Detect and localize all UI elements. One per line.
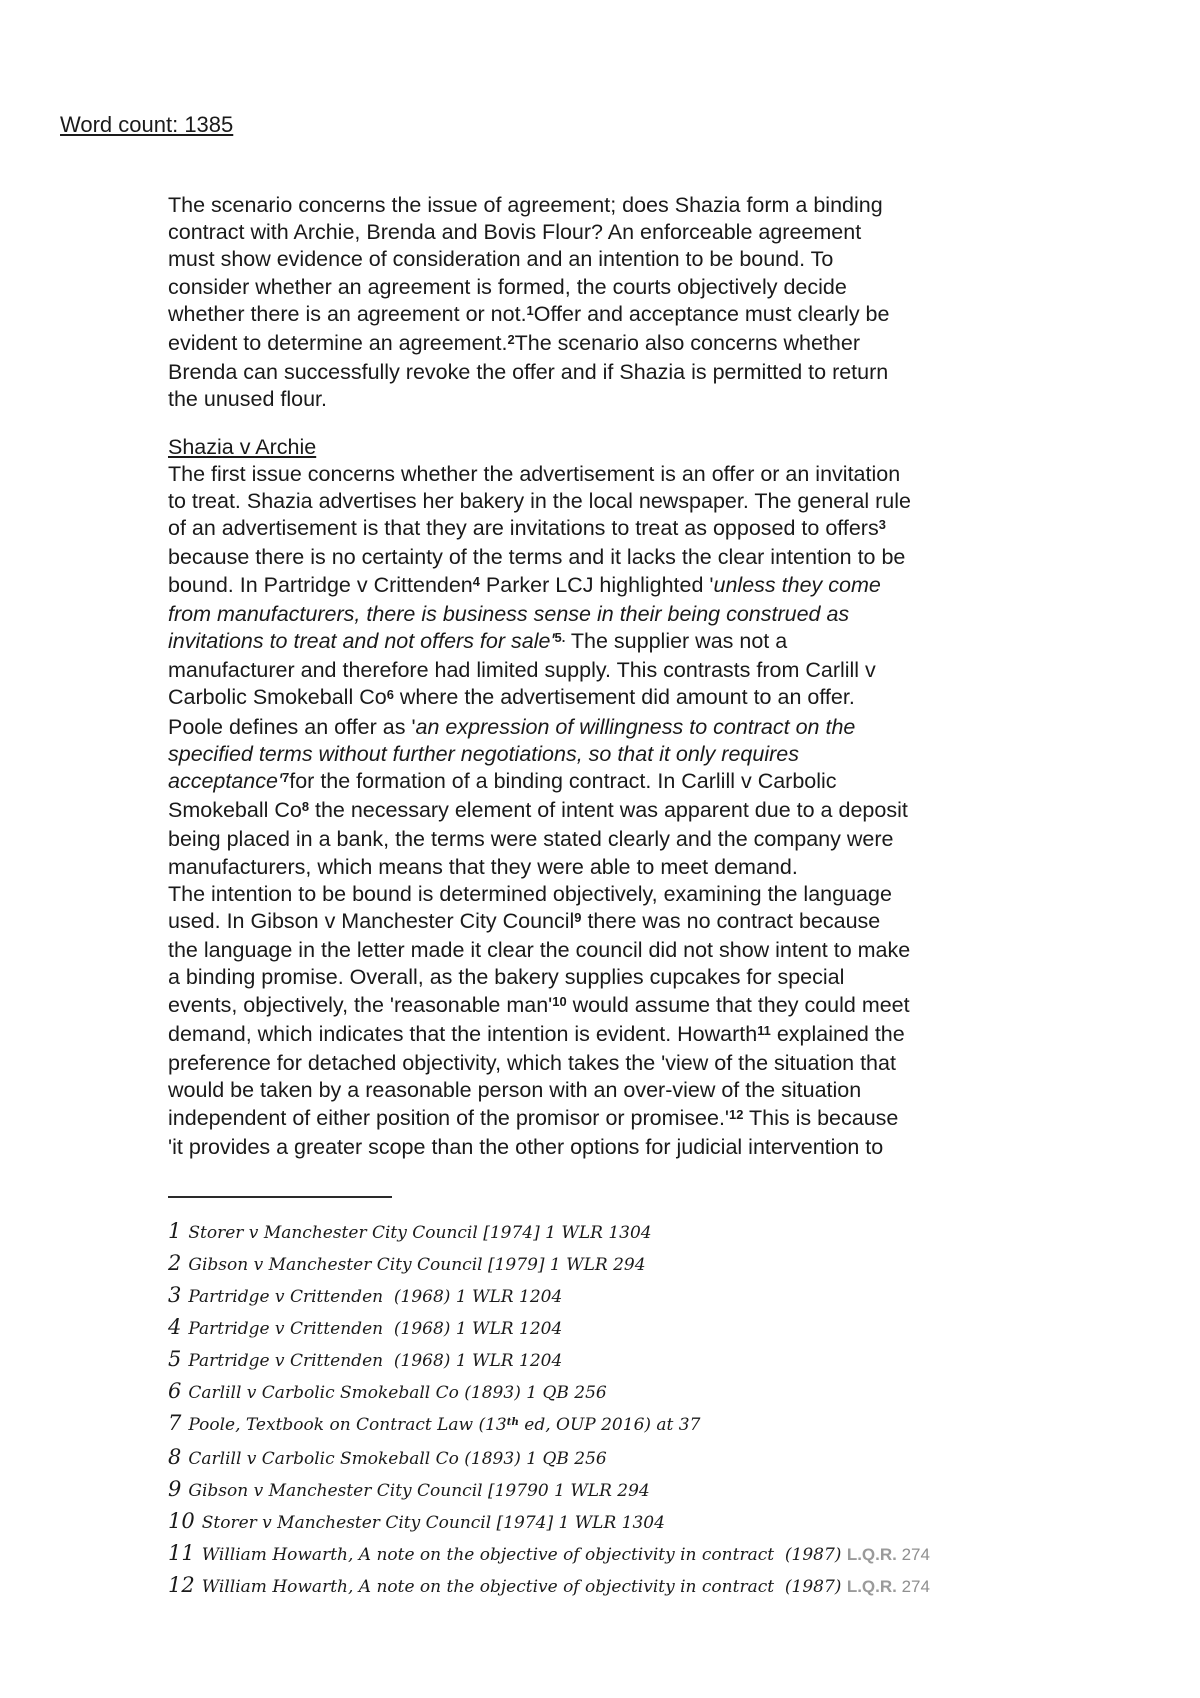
footnote-reference: 6	[386, 686, 394, 702]
footnote-reference: 1	[526, 303, 534, 319]
body-text: 'it provides a greater scope than the other options for judicial intervention to	[168, 1134, 884, 1159]
body-text: consider whether an agreement is formed, the courts objectively decide	[168, 274, 847, 299]
body-text: This is because	[743, 1105, 899, 1130]
italic-text: William Howarth, A note on the objective of objectivity in contract (1987)	[201, 1577, 847, 1597]
body-text: to treat. Shazia advertises her bakery in the local newspaper. The general rule	[168, 489, 911, 514]
text-line	[168, 274, 968, 301]
italic-text: ed, OUP 2016) at 37	[518, 1415, 701, 1435]
body-text: manufacturers, which means that they were able to meet demand.	[168, 854, 798, 879]
italic-text: William Howarth, A note on the objective of objectivity in contract (1987)	[201, 1545, 847, 1565]
text-line	[168, 964, 968, 991]
footnote-number: 4	[168, 1315, 182, 1339]
text-line	[168, 192, 968, 219]
footnote-number: 8	[168, 1445, 182, 1469]
footnote-reference: 7	[282, 770, 290, 786]
body-text: of an advertisement is that they are invitations to treat as opposed to offers	[168, 516, 879, 541]
text-line	[168, 515, 968, 544]
paragraph-main	[168, 461, 968, 1161]
footnote-item	[168, 1312, 1028, 1344]
text-line	[168, 684, 968, 713]
body-text: contract with Archie, Brenda and Bovis Flour? An enforceable agreement	[168, 220, 862, 245]
body-text: being placed in a bank, the terms were stated clearly and the company were	[168, 827, 894, 852]
text-line	[168, 741, 968, 768]
italic-text: Poole, Textbook on Contract Law (13	[188, 1415, 507, 1435]
italic-text: invitations to treat and not offers for sale'	[168, 629, 555, 654]
italic-text: from manufacturers, there is business sense in their being construed as	[168, 601, 850, 626]
text-line	[168, 1050, 968, 1077]
footnote-item	[168, 1216, 1028, 1248]
italic-text: Gibson v Manchester City Council [19790 1 WLR 294	[188, 1481, 650, 1501]
body-text: Offer and acceptance must clearly be	[533, 301, 890, 326]
section-heading: Shazia v Archie	[168, 434, 317, 459]
text-line	[168, 797, 968, 826]
text-line	[168, 1134, 968, 1161]
footnote-separator	[168, 1196, 392, 1198]
text-line	[168, 219, 968, 246]
body-text: Brenda can successfully revoke the offer and if Shazia is permitted to return	[168, 360, 889, 385]
italic-text: acceptance'	[168, 769, 283, 794]
essay-body	[168, 192, 968, 1161]
text-line	[168, 628, 968, 657]
body-text: manufacturer and therefore had limited supply. This contrasts from Carlill v	[168, 658, 876, 683]
body-text: Parker LCJ highlighted '	[479, 572, 714, 597]
body-text: Carbolic Smokeball Co	[168, 685, 387, 710]
body-text: evident to determine an agreement.	[168, 331, 508, 356]
body-text: there was no contract because	[581, 909, 881, 934]
footnote-item	[168, 1408, 1028, 1442]
word-count-label: Word count: 1385	[60, 112, 234, 137]
italic-text: Partridge v Crittenden (1968) 1 WLR 1204	[188, 1351, 563, 1371]
body-text: preference for detached objectivity, which takes the 'view of the situation that	[168, 1051, 896, 1076]
text-line	[168, 657, 968, 684]
footnote-item	[168, 1442, 1028, 1474]
body-text: bound. In Partridge v Crittenden	[168, 572, 473, 597]
body-text: The intention to be bound is determined objectively, examining the language	[168, 881, 892, 906]
footnote-number: 1	[168, 1219, 182, 1243]
body-text: The first issue concerns whether the advertisement is an offer or an invitation	[168, 461, 901, 486]
text-line	[168, 330, 968, 359]
body-text: because there is no certainty of the terms and it lacks the clear intention to be	[168, 545, 906, 570]
body-text: must show evidence of consideration and an intention to be bound. To	[168, 247, 834, 272]
footnote-number: 11	[168, 1541, 195, 1565]
body-text: independent of either position of the promisor or promisee.'	[168, 1105, 730, 1130]
footnote-reference: 8	[301, 799, 310, 815]
body-text: The scenario concerns the issue of agreement; does Shazia form a binding	[168, 193, 883, 217]
citation-suffix: L.Q.R.	[846, 1545, 897, 1564]
footnote-number: 10	[168, 1509, 195, 1533]
footnote-item	[168, 1248, 1028, 1280]
italic-text: Storer v Manchester City Council [1974] 1 WLR 1304	[201, 1513, 665, 1533]
footnote-reference: th	[506, 1416, 519, 1429]
footnote-reference: 4	[472, 573, 480, 589]
text-line	[168, 768, 968, 797]
body-text: would assume that they could meet	[566, 992, 910, 1017]
footnote-number: 6	[168, 1379, 182, 1403]
paragraph-intro	[168, 192, 968, 414]
footnote-item	[168, 1376, 1028, 1408]
text-line	[168, 301, 968, 330]
citation-suffix: 274	[896, 1545, 930, 1564]
text-line	[168, 1077, 968, 1104]
body-text: whether there is an agreement or not.	[168, 301, 527, 326]
italic-text: Partridge v Crittenden (1968) 1 WLR 1204	[188, 1287, 563, 1307]
body-text: the unused flour.	[168, 387, 327, 412]
text-line	[168, 601, 968, 628]
citation-suffix: L.Q.R.	[846, 1577, 897, 1596]
body-text: The supplier was not a	[565, 629, 788, 654]
italic-text: Partridge v Crittenden (1968) 1 WLR 1204	[188, 1319, 563, 1339]
text-line	[168, 937, 968, 964]
italic-text: unless they come	[713, 572, 881, 597]
footnote-item	[168, 1280, 1028, 1312]
italic-text: Carlill v Carbolic Smokeball Co (1893) 1 QB 256	[188, 1449, 607, 1469]
footnote-number: 12	[168, 1573, 195, 1597]
text-line	[168, 992, 968, 1021]
text-line	[168, 826, 968, 853]
footnote-number: 5	[168, 1347, 182, 1371]
footnote-reference: 12	[729, 1106, 744, 1122]
footnote-number: 9	[168, 1477, 182, 1501]
body-text: the necessary element of intent was apparent due to a deposit	[309, 798, 908, 823]
text-line	[168, 461, 968, 488]
body-text: Smokeball Co	[168, 798, 302, 823]
body-text: would be taken by a reasonable person with an over-view of the situation	[168, 1078, 862, 1103]
footnote-item	[168, 1570, 1028, 1602]
footnote-number: 7	[168, 1411, 182, 1435]
footnote-number: 2	[168, 1251, 182, 1275]
text-line	[168, 854, 968, 881]
body-text: The scenario also concerns whether	[514, 331, 860, 356]
text-line	[168, 908, 968, 937]
italic-text: Carlill v Carbolic Smokeball Co (1893) 1 QB 256	[188, 1383, 607, 1403]
body-text: where the advertisement did amount to an offer.	[393, 685, 855, 710]
text-line	[168, 714, 968, 741]
citation-suffix: 274	[896, 1577, 930, 1596]
italic-text: an expression of willingness to contract on the	[415, 714, 856, 739]
body-text: a binding promise. Overall, as the bakery supplies cupcakes for special	[168, 965, 845, 990]
footnote-reference: 2	[507, 332, 515, 348]
body-text: explained the	[770, 1021, 905, 1046]
text-line	[168, 246, 968, 273]
text-line	[168, 359, 968, 386]
body-text: demand, which indicates that the intention is evident. Howarth	[168, 1021, 758, 1046]
footnote-reference: 3	[878, 517, 886, 533]
footnote-item	[168, 1474, 1028, 1506]
footnote-number: 3	[168, 1283, 182, 1307]
body-text: events, objectively, the 'reasonable man'	[168, 992, 553, 1017]
italic-text: specified terms without further negotiations, so that it only requires	[168, 741, 799, 766]
text-line	[168, 1105, 968, 1134]
text-line	[168, 1021, 968, 1050]
footnote-item	[168, 1506, 1028, 1538]
text-line	[168, 386, 968, 413]
footnote-reference: 9	[574, 910, 582, 926]
text-line	[168, 544, 968, 571]
text-line	[168, 881, 968, 908]
italic-text: Gibson v Manchester City Council [1979] 1 WLR 294	[188, 1255, 646, 1275]
italic-text: Storer v Manchester City Council [1974] 1 WLR 1304	[188, 1223, 652, 1243]
footnote-reference: 5.	[554, 630, 566, 646]
body-text: Poole defines an offer as '	[168, 714, 416, 739]
text-line	[168, 488, 968, 515]
footnote-reference: 10	[552, 993, 567, 1009]
footnote-reference: 11	[757, 1023, 771, 1039]
footnotes-list	[168, 1216, 1028, 1602]
footnote-item	[168, 1344, 1028, 1376]
body-text: for the formation of a binding contract. In Carlill v Carbolic	[289, 769, 837, 794]
body-text: used. In Gibson v Manchester City Council	[168, 909, 575, 934]
text-line	[168, 572, 968, 601]
footnote-item	[168, 1538, 1028, 1570]
body-text: the language in the letter made it clear the council did not show intent to make	[168, 938, 911, 963]
